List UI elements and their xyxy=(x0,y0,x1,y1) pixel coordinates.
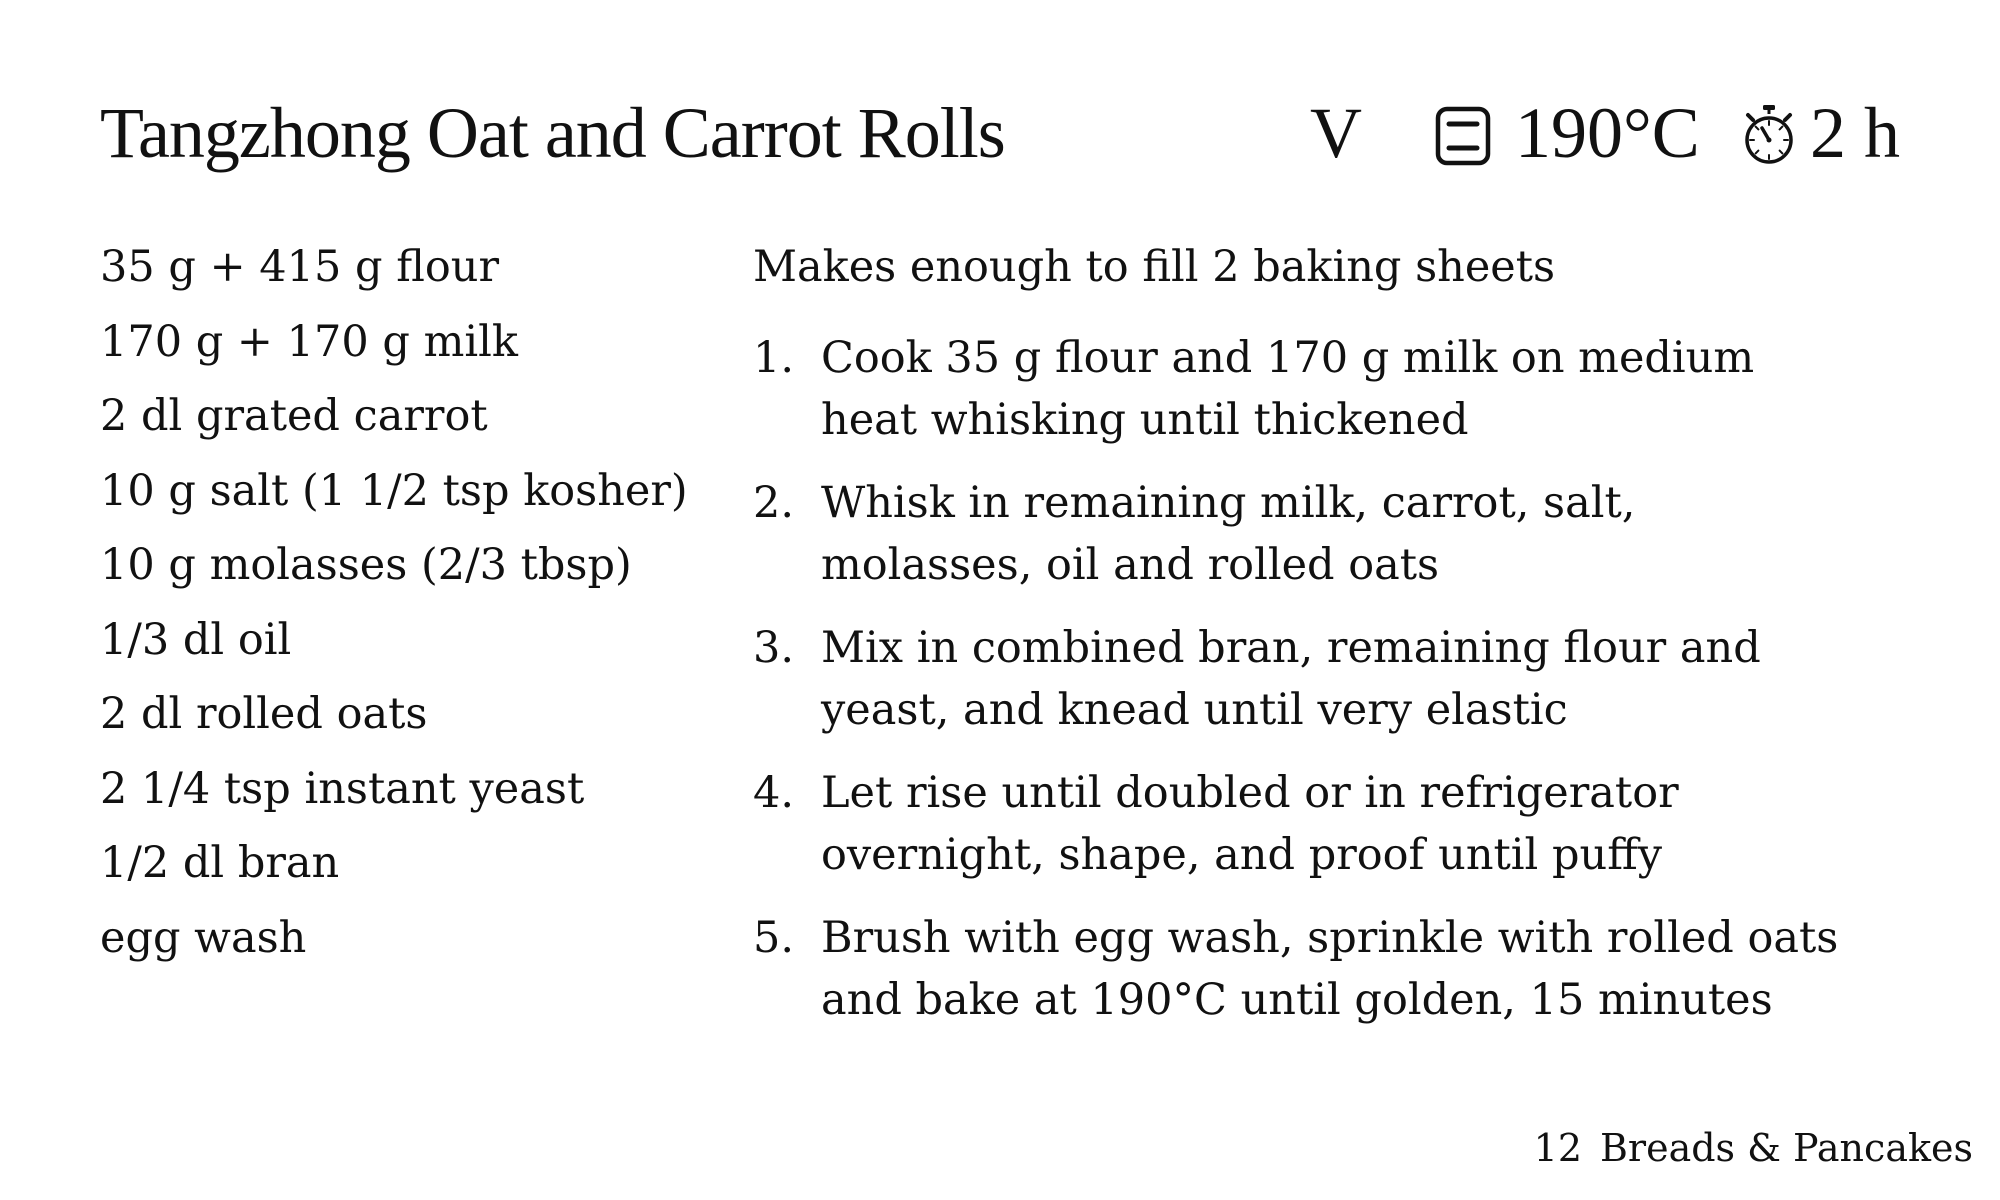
step-line: Cook 35 g flour and 170 g milk on medium xyxy=(821,333,1755,383)
step-line: overnight, shape, and proof until puffy xyxy=(821,830,1663,880)
step-number: 3. xyxy=(753,623,795,673)
ingredient-item: 2 dl grated carrot xyxy=(100,391,488,441)
step-line: Let rise until doubled or in refrigerator xyxy=(821,768,1679,818)
step-line: Brush with egg wash, sprinkle with rolled oats xyxy=(821,913,1839,963)
ingredient-item: 10 g molasses (2/3 tbsp) xyxy=(100,540,632,590)
ingredient-list xyxy=(100,230,740,975)
method-step xyxy=(753,617,1913,741)
method-step xyxy=(753,327,1913,451)
ingredient-item: 1/3 dl oil xyxy=(100,614,292,665)
ingredient-item: egg wash xyxy=(100,912,307,963)
step-number: 2. xyxy=(753,478,795,528)
step-line: Whisk in remaining milk, carrot, salt, xyxy=(821,478,1636,528)
ingredient-item: 35 g + 415 g flour xyxy=(100,242,500,292)
oven-temperature: 190°C xyxy=(1515,93,1700,173)
ingredient-item: 1/2 dl bran xyxy=(100,838,340,888)
step-number: 5. xyxy=(753,913,795,963)
section-name: Breads & Pancakes xyxy=(1600,1126,1973,1170)
vegetarian-mark: V xyxy=(1310,93,1362,173)
ingredient-item: 2 1/4 tsp instant yeast xyxy=(100,763,585,814)
recipe-yield: Makes enough to fill 2 baking sheets xyxy=(753,242,1556,292)
oven-icon xyxy=(1435,106,1491,166)
recipe-title: Tangzhong Oat and Carrot Rolls xyxy=(100,93,1005,173)
step-line: and bake at 190°C until golden, 15 minutes xyxy=(821,975,1773,1025)
recipe-meta xyxy=(1300,88,1900,178)
ingredient-item: 10 g salt (1 1/2 tsp kosher) xyxy=(100,465,688,516)
method-step xyxy=(753,472,1913,596)
stopwatch-icon xyxy=(1740,104,1798,166)
step-line: heat whisking until thickened xyxy=(821,395,1469,445)
method-steps xyxy=(753,327,1913,1052)
method-step xyxy=(753,907,1913,1031)
page-footer xyxy=(1534,1118,1973,1178)
step-line: molasses, oil and rolled oats xyxy=(821,540,1440,590)
page-number: 12 xyxy=(1533,1126,1582,1170)
step-line: Mix in combined bran, remaining flour and xyxy=(821,623,1761,673)
step-number: 4. xyxy=(753,768,795,818)
method-step xyxy=(753,762,1913,886)
ingredient-item: 170 g + 170 g milk xyxy=(100,316,518,367)
step-number: 1. xyxy=(753,333,795,383)
step-line: yeast, and knead until very elastic xyxy=(821,685,1568,735)
ingredient-item: 2 dl rolled oats xyxy=(100,689,428,739)
total-time: 2 h xyxy=(1810,93,1900,173)
